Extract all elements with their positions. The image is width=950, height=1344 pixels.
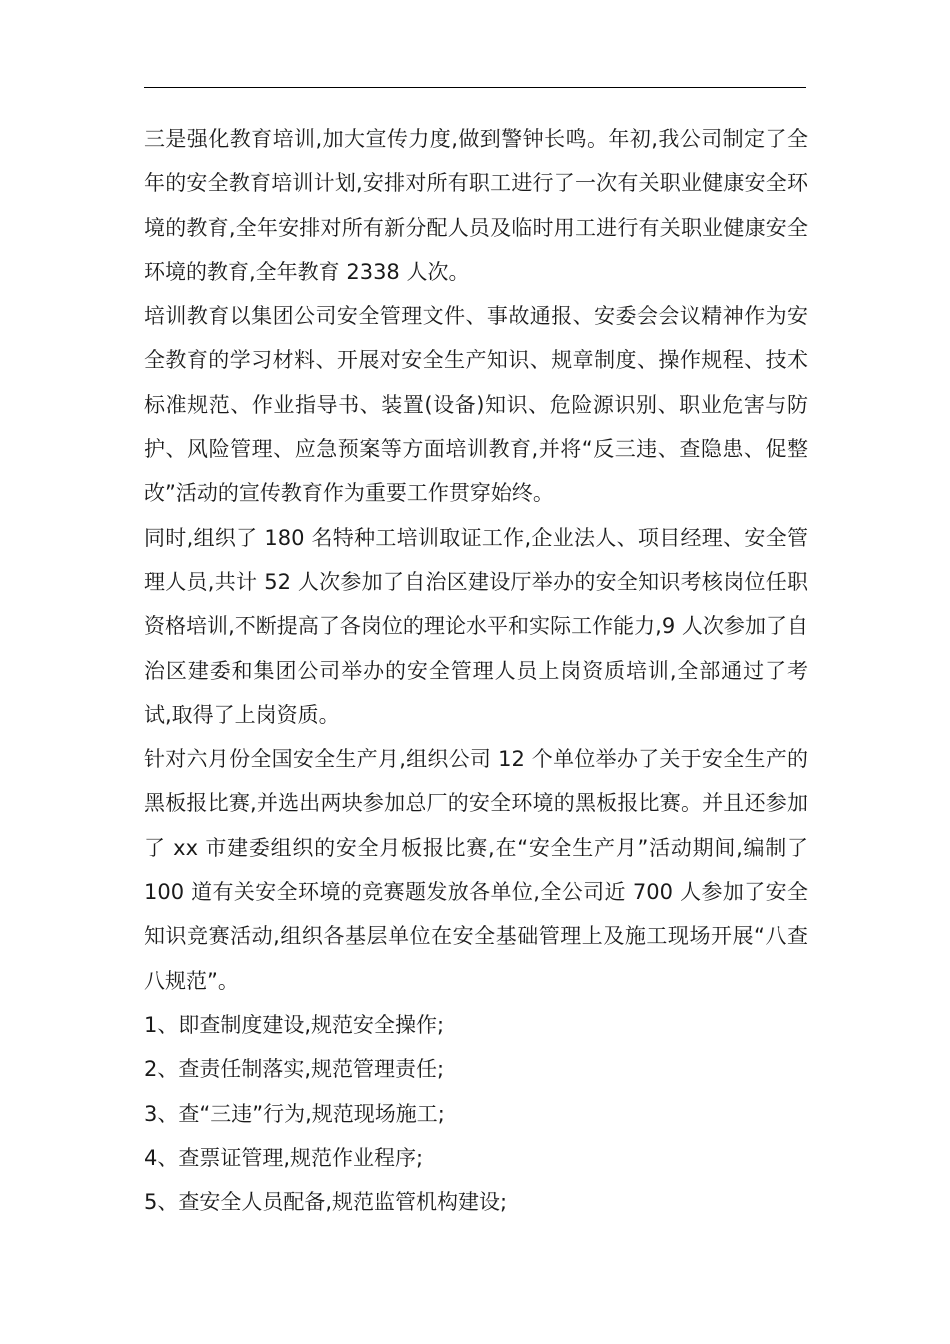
paragraph-safety-month: 针对六月份全国安全生产月,组织公司 12 个单位举办了关于安全生产的黑板报比赛,并选出两块参加总厂的安全环境的黑板报比赛。并且还参加了 xx 市建委组织的安全月板报比赛,在“安全生产月”活动期间,编制了 100 道有关安全环境的竞赛题发放各单位,全公司近 700 人参加了安全知识竞赛活动,组织各基层单位在安全基础管理上及施工现场开展“八查八规范”。	[144, 747, 808, 993]
paragraph-certification: 同时,组织了 180 名特种工培训取证工作,企业法人、项目经理、安全管理人员,共计 52 人次参加了自治区建设厅举办的安全知识考核岗位任职资格培训,不断提高了各岗位的理论水平和实际工作能力,9 人次参加了自治区建委和集团公司举办的安全管理人员上岗资质培训,全部通过了考试,取得了上岗资质。	[144, 525, 808, 727]
document-body	[144, 117, 808, 1224]
list-item: 2、查责任制落实,规范管理责任;	[144, 1057, 445, 1082]
list-item: 1、即查制度建设,规范安全操作;	[144, 1012, 445, 1037]
list-item: 5、查安全人员配备,规范监管机构建设;	[144, 1190, 508, 1215]
paragraph-materials: 培训教育以集团公司安全管理文件、事故通报、安委会会议精神作为安全教育的学习材料、开展对安全生产知识、规章制度、操作规程、技术标准规范、作业指导书、装置(设备)知识、危险源识别、职业危害与防护、风险管理、应急预案等方面培训教育,并将“反三违、查隐患、促整改”活动的宣传教育作为重要工作贯穿始终。	[144, 304, 808, 506]
inspection-list	[144, 1003, 808, 1224]
paragraph-training: 三是强化教育培训,加大宣传力度,做到警钟长鸣。年初,我公司制定了全年的安全教育培训计划,安排对所有职工进行了一次有关职业健康安全环境的教育,全年安排对所有新分配人员及临时用工进行有关职业健康安全环境的教育,全年教育 2338 人次。	[144, 127, 808, 284]
list-item: 4、查票证管理,规范作业程序;	[144, 1145, 424, 1170]
list-item: 3、查“三违”行为,规范现场施工;	[144, 1101, 445, 1126]
header-rule	[144, 87, 806, 88]
